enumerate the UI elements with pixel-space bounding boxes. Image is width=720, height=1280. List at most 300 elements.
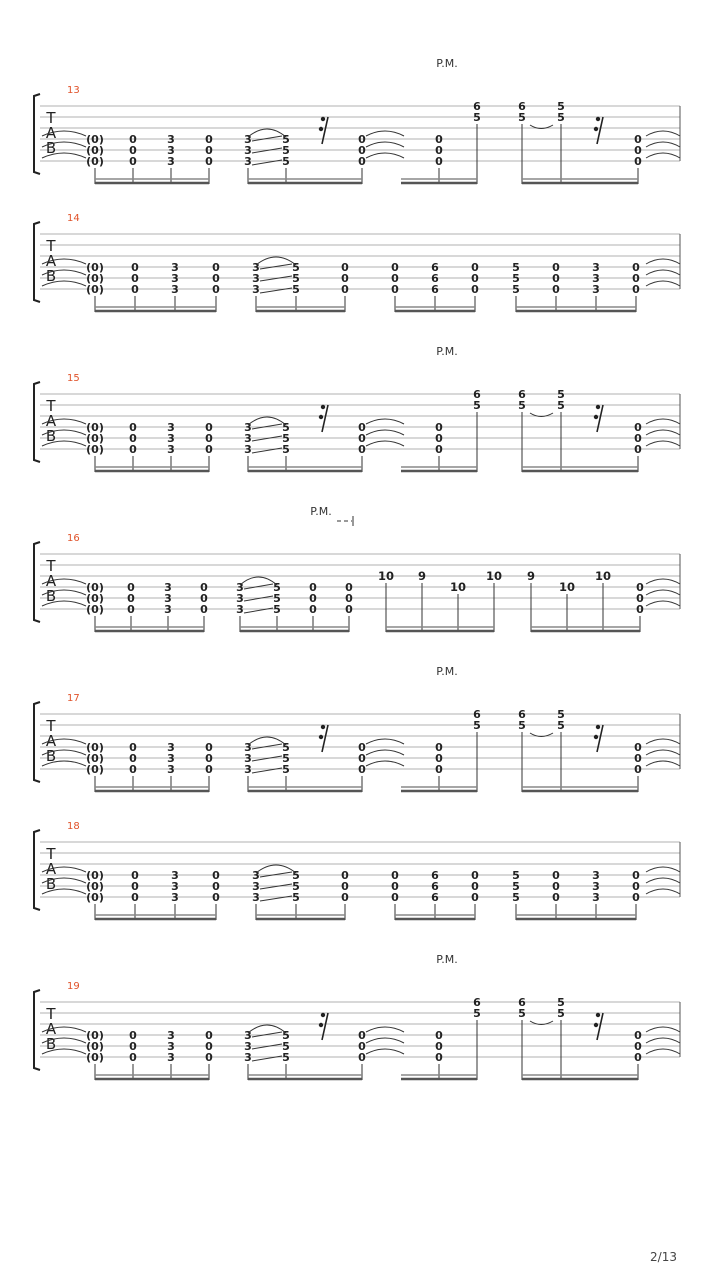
fret-number: 0 <box>309 592 317 605</box>
fret-number: 5 <box>557 1007 565 1020</box>
fret-number: 0 <box>636 603 644 616</box>
fret-number: 0 <box>634 1051 642 1064</box>
tie-arc <box>646 131 680 136</box>
fret-number: 0 <box>358 1040 366 1053</box>
fret-number: 0 <box>632 891 640 904</box>
fret-number: (0) <box>86 1040 104 1053</box>
fret-number: 5 <box>282 763 290 776</box>
fret-number: 5 <box>292 880 300 893</box>
fret-number: 3 <box>592 891 600 904</box>
fret-number: 0 <box>358 741 366 754</box>
fret-number: 0 <box>341 891 349 904</box>
fret-number: (0) <box>86 581 104 594</box>
measure-number: 18 <box>67 821 80 832</box>
fret-number: 0 <box>205 432 213 445</box>
fret-number: 0 <box>391 283 399 296</box>
fret-number: 0 <box>129 144 137 157</box>
fret-number: 6 <box>518 388 526 401</box>
fret-number: 3 <box>252 869 260 882</box>
fret-number: (0) <box>86 603 104 616</box>
fret-number: 0 <box>205 144 213 157</box>
fret-number: 0 <box>435 741 443 754</box>
fret-number: 3 <box>244 155 252 168</box>
fret-number: 0 <box>636 592 644 605</box>
fret-number: 0 <box>345 592 353 605</box>
fret-number: 6 <box>473 708 481 721</box>
fret-number: 3 <box>244 1040 252 1053</box>
fret-number: 6 <box>518 100 526 113</box>
fret-number: 3 <box>244 443 252 456</box>
fret-number: 3 <box>171 261 179 274</box>
fret-number: 0 <box>127 581 135 594</box>
fret-number: 6 <box>473 388 481 401</box>
fret-number: 0 <box>129 133 137 146</box>
fret-number: 3 <box>167 144 175 157</box>
fret-number: 0 <box>435 763 443 776</box>
tie-arc <box>256 865 296 873</box>
fret-number: 0 <box>358 432 366 445</box>
tab-clef-letter: B <box>45 1035 57 1053</box>
fret-number: (0) <box>86 891 104 904</box>
fret-number: 0 <box>634 1029 642 1042</box>
fret-number: 0 <box>212 272 220 285</box>
fret-number: 5 <box>473 719 481 732</box>
tab-clef-letter: A <box>45 1020 57 1038</box>
fret-number: 5 <box>512 891 520 904</box>
fret-number: 5 <box>512 880 520 893</box>
fret-number: 0 <box>129 443 137 456</box>
tab-clef-letter: B <box>45 587 57 605</box>
tab-clef-letter: A <box>45 860 57 878</box>
fret-number: 5 <box>473 1007 481 1020</box>
tie-arc <box>646 867 680 872</box>
fret-number: 0 <box>552 283 560 296</box>
system-measure-16 <box>34 505 680 632</box>
fret-number: 0 <box>129 432 137 445</box>
fret-number: 6 <box>431 283 439 296</box>
fret-number: 0 <box>212 891 220 904</box>
fret-number: 0 <box>205 155 213 168</box>
fret-number: 0 <box>471 891 479 904</box>
fret-number: 5 <box>557 100 565 113</box>
fret-number: (0) <box>86 592 104 605</box>
tie-arc <box>366 153 404 158</box>
fret-number: 3 <box>592 261 600 274</box>
fret-number: 0 <box>358 421 366 434</box>
tie-arc <box>646 259 680 264</box>
fret-number: 0 <box>341 283 349 296</box>
fret-number: 0 <box>552 272 560 285</box>
fret-number: 3 <box>244 421 252 434</box>
fret-number: 0 <box>205 1040 213 1053</box>
fret-number: 0 <box>205 1029 213 1042</box>
fret-number: 3 <box>252 880 260 893</box>
fret-number: 0 <box>341 261 349 274</box>
slide-line <box>260 872 292 877</box>
slide-line <box>260 276 292 281</box>
sixteenth-rest <box>594 725 603 752</box>
fret-number: 5 <box>273 603 281 616</box>
fret-number: 6 <box>518 996 526 1009</box>
fret-number: 0 <box>632 283 640 296</box>
fret-number: 5 <box>282 144 290 157</box>
tab-clef-letter: A <box>45 572 57 590</box>
fret-number: 5 <box>557 399 565 412</box>
tie-arc <box>646 1049 680 1054</box>
fret-number: (0) <box>86 272 104 285</box>
fret-number: 5 <box>473 111 481 124</box>
fret-number: 3 <box>252 272 260 285</box>
fret-number: 0 <box>632 261 640 274</box>
tie-arc <box>366 1038 404 1043</box>
fret-number: 0 <box>636 581 644 594</box>
fret-number: 3 <box>252 261 260 274</box>
fret-number: 3 <box>167 443 175 456</box>
sixteenth-rest <box>319 117 328 144</box>
fret-number: (0) <box>86 283 104 296</box>
fret-number: 0 <box>205 443 213 456</box>
fret-number: 3 <box>244 432 252 445</box>
fret-number: 0 <box>435 133 443 146</box>
fret-number: 0 <box>634 752 642 765</box>
fret-number: 3 <box>592 869 600 882</box>
tie-arc <box>646 761 680 766</box>
fret-number: 3 <box>167 752 175 765</box>
fret-number: 5 <box>282 432 290 445</box>
slide-line <box>252 424 282 429</box>
tie-arc <box>366 1027 404 1032</box>
fret-number: 3 <box>236 603 244 616</box>
fret-number: 0 <box>131 891 139 904</box>
sixteenth-rest <box>319 405 328 432</box>
slide-line <box>252 1032 282 1037</box>
fret-number: 5 <box>282 443 290 456</box>
fret-number: 0 <box>131 272 139 285</box>
fret-number: 0 <box>632 869 640 882</box>
fret-number: (0) <box>86 741 104 754</box>
fret-number: 5 <box>273 592 281 605</box>
fret-number: 0 <box>131 283 139 296</box>
fret-number: 0 <box>205 741 213 754</box>
measure-number: 16 <box>67 533 80 544</box>
sixteenth-rest <box>319 1013 328 1040</box>
fret-number: 3 <box>252 283 260 296</box>
tie-arc <box>646 878 680 883</box>
fret-number: 3 <box>236 592 244 605</box>
tie-arc <box>366 1049 404 1054</box>
fret-number: 6 <box>431 891 439 904</box>
system-bracket <box>34 990 40 1070</box>
tie-arc <box>646 1038 680 1043</box>
fret-number: 0 <box>358 155 366 168</box>
slide-line <box>260 264 292 269</box>
fret-number: 0 <box>131 869 139 882</box>
fret-number: 0 <box>634 443 642 456</box>
fret-number: (0) <box>86 1029 104 1042</box>
fret-number: (0) <box>86 133 104 146</box>
slide-line <box>252 744 282 749</box>
fret-number: 10 <box>449 580 467 594</box>
fret-number: 0 <box>634 432 642 445</box>
fret-number: 0 <box>634 763 642 776</box>
fret-number: 0 <box>471 869 479 882</box>
fret-number: 6 <box>431 261 439 274</box>
fret-number: 3 <box>167 1040 175 1053</box>
fret-number: 5 <box>518 111 526 124</box>
fret-number: 0 <box>552 891 560 904</box>
fret-number: 0 <box>391 891 399 904</box>
fret-number: 0 <box>129 1040 137 1053</box>
fret-number: 0 <box>634 144 642 157</box>
fret-number: 3 <box>164 592 172 605</box>
system-measure-13 <box>34 57 680 184</box>
fret-number: 3 <box>164 603 172 616</box>
fret-number: 5 <box>282 133 290 146</box>
fret-number: 6 <box>518 708 526 721</box>
fret-number: 0 <box>435 1051 443 1064</box>
fret-number: 0 <box>634 155 642 168</box>
fret-number: 0 <box>200 592 208 605</box>
fret-number: (0) <box>86 261 104 274</box>
fret-number: 0 <box>552 869 560 882</box>
palm-mute-marking: P.M. <box>436 953 458 966</box>
fret-number: 10 <box>558 580 576 594</box>
fret-number: 0 <box>205 1051 213 1064</box>
fret-number: 5 <box>557 111 565 124</box>
fret-number: 3 <box>244 1051 252 1064</box>
tie-arc <box>256 257 296 265</box>
fret-number: 6 <box>431 880 439 893</box>
fret-number: 6 <box>431 272 439 285</box>
fret-number: 3 <box>167 133 175 146</box>
measure-number: 15 <box>67 373 80 384</box>
fret-number: 0 <box>391 869 399 882</box>
fret-number: 3 <box>167 421 175 434</box>
sixteenth-rest <box>594 405 603 432</box>
fret-number: 0 <box>358 144 366 157</box>
fret-number: (0) <box>86 1051 104 1064</box>
fret-number: 6 <box>473 100 481 113</box>
palm-mute-marking: P.M. <box>436 665 458 678</box>
fret-number: 0 <box>358 1051 366 1064</box>
sixteenth-rest <box>594 1013 603 1040</box>
fret-number: 0 <box>435 1029 443 1042</box>
fret-number: 0 <box>632 272 640 285</box>
tie-arc <box>366 142 404 147</box>
fret-number: 0 <box>129 155 137 168</box>
fret-number: 5 <box>557 388 565 401</box>
tab-clef-letter: T <box>46 397 56 415</box>
fret-number: (0) <box>86 752 104 765</box>
tab-clef-letter: A <box>45 412 57 430</box>
fret-number: 3 <box>244 133 252 146</box>
tie-arc <box>646 142 680 147</box>
fret-number: (0) <box>86 155 104 168</box>
fret-number: 5 <box>518 399 526 412</box>
fret-number: 3 <box>171 880 179 893</box>
tab-clef-letter: B <box>45 427 57 445</box>
system-bracket <box>34 94 40 174</box>
system-bracket <box>34 222 40 302</box>
fret-number: 5 <box>292 869 300 882</box>
tab-clef-letter: T <box>46 1005 56 1023</box>
fret-number: 0 <box>129 1029 137 1042</box>
fret-number: 5 <box>282 1029 290 1042</box>
tie-arc <box>366 430 404 435</box>
system-bracket <box>34 382 40 462</box>
fret-number: 0 <box>131 261 139 274</box>
fret-number: 0 <box>129 1051 137 1064</box>
tab-clef-letter: B <box>45 139 57 157</box>
tab-clef-letter: A <box>45 252 57 270</box>
tab-clef-letter: B <box>45 747 57 765</box>
system-bracket <box>34 702 40 782</box>
fret-number: 0 <box>435 155 443 168</box>
tie-arc <box>646 590 680 595</box>
fret-number: 5 <box>557 996 565 1009</box>
fret-number: 3 <box>244 741 252 754</box>
tie-arc <box>646 270 680 275</box>
fret-number: 5 <box>282 752 290 765</box>
fret-number: 3 <box>236 581 244 594</box>
tie-arc <box>646 1027 680 1032</box>
fret-number: 5 <box>282 1051 290 1064</box>
fret-number: 0 <box>127 592 135 605</box>
tie-arc <box>366 750 404 755</box>
fret-number: 5 <box>518 1007 526 1020</box>
fret-number: 0 <box>200 581 208 594</box>
fret-number: 3 <box>592 272 600 285</box>
fret-number: 5 <box>282 421 290 434</box>
measure-number: 14 <box>67 213 80 224</box>
fret-number: 0 <box>435 432 443 445</box>
fret-number: 5 <box>282 741 290 754</box>
fret-number: 5 <box>273 581 281 594</box>
fret-number: 3 <box>171 283 179 296</box>
tie-arc <box>366 131 404 136</box>
tab-clef-letter: B <box>45 875 57 893</box>
tie-arc <box>646 889 680 894</box>
fret-number: 5 <box>282 155 290 168</box>
sixteenth-rest <box>319 725 328 752</box>
palm-mute-marking: P.M. <box>310 505 332 518</box>
system-bracket <box>34 542 40 622</box>
fret-number: 5 <box>512 283 520 296</box>
fret-number: 0 <box>552 261 560 274</box>
fret-number: (0) <box>86 869 104 882</box>
measure-number: 13 <box>67 85 80 96</box>
tab-clef-letter: T <box>46 717 56 735</box>
system-measure-15 <box>34 345 680 472</box>
fret-number: (0) <box>86 421 104 434</box>
system-measure-19 <box>34 953 680 1080</box>
fret-number: 3 <box>167 1029 175 1042</box>
tie-arc <box>646 739 680 744</box>
page-number: 2/13 <box>650 1250 677 1264</box>
fret-number: 3 <box>164 581 172 594</box>
tab-clef-letter: A <box>45 124 57 142</box>
slide-line <box>252 436 282 441</box>
tie-arc <box>366 739 404 744</box>
tie-arc <box>646 281 680 286</box>
fret-number: 3 <box>592 880 600 893</box>
fret-number: 3 <box>252 891 260 904</box>
fret-number: 10 <box>594 569 612 583</box>
fret-number: 0 <box>358 443 366 456</box>
fret-number: 6 <box>473 996 481 1009</box>
fret-number: (0) <box>86 443 104 456</box>
palm-mute-marking: P.M. <box>436 345 458 358</box>
tab-clef-letter: B <box>45 267 57 285</box>
fret-number: 3 <box>171 272 179 285</box>
slide-line <box>244 596 273 601</box>
fret-number: 3 <box>592 283 600 296</box>
fret-number: 5 <box>292 261 300 274</box>
fret-number: 0 <box>212 283 220 296</box>
fret-number: 0 <box>391 261 399 274</box>
tie-arc <box>646 153 680 158</box>
slide-line <box>252 1044 282 1049</box>
fret-number: 0 <box>205 752 213 765</box>
fret-number: 0 <box>127 603 135 616</box>
fret-number: 0 <box>205 133 213 146</box>
fret-number: 5 <box>557 719 565 732</box>
fret-number: 5 <box>292 272 300 285</box>
fret-number: 3 <box>167 1051 175 1064</box>
slide-line <box>244 584 273 589</box>
fret-number: 0 <box>435 752 443 765</box>
fret-number: (0) <box>86 144 104 157</box>
fret-number: 0 <box>309 603 317 616</box>
sixteenth-rest <box>594 117 603 144</box>
fret-number: 0 <box>358 752 366 765</box>
palm-mute-marking: P.M. <box>436 57 458 70</box>
fret-number: 0 <box>471 283 479 296</box>
fret-number: (0) <box>86 763 104 776</box>
tie-arc <box>646 419 680 424</box>
fret-number: 10 <box>485 569 503 583</box>
fret-number: 5 <box>512 869 520 882</box>
fret-number: 0 <box>212 869 220 882</box>
fret-number: 0 <box>358 133 366 146</box>
tie-arc <box>366 441 404 446</box>
fret-number: 5 <box>557 708 565 721</box>
fret-number: 5 <box>512 272 520 285</box>
fret-number: 0 <box>212 261 220 274</box>
tab-clef-letter: T <box>46 845 56 863</box>
fret-number: 0 <box>552 880 560 893</box>
fret-number: 0 <box>129 752 137 765</box>
fret-number: 0 <box>345 581 353 594</box>
fret-number: 0 <box>129 421 137 434</box>
fret-number: 0 <box>634 133 642 146</box>
system-bracket <box>34 830 40 910</box>
fret-number: 0 <box>341 880 349 893</box>
tie-arc <box>366 761 404 766</box>
fret-number: 0 <box>435 443 443 456</box>
fret-number: 3 <box>244 144 252 157</box>
fret-number: 0 <box>435 144 443 157</box>
tab-clef-letter: T <box>46 557 56 575</box>
fret-number: 0 <box>435 421 443 434</box>
fret-number: 3 <box>167 741 175 754</box>
fret-number: 0 <box>471 880 479 893</box>
fret-number: 0 <box>341 869 349 882</box>
tie-arc <box>646 441 680 446</box>
slide-line <box>252 756 282 761</box>
fret-number: 0 <box>345 603 353 616</box>
fret-number: 0 <box>632 880 640 893</box>
